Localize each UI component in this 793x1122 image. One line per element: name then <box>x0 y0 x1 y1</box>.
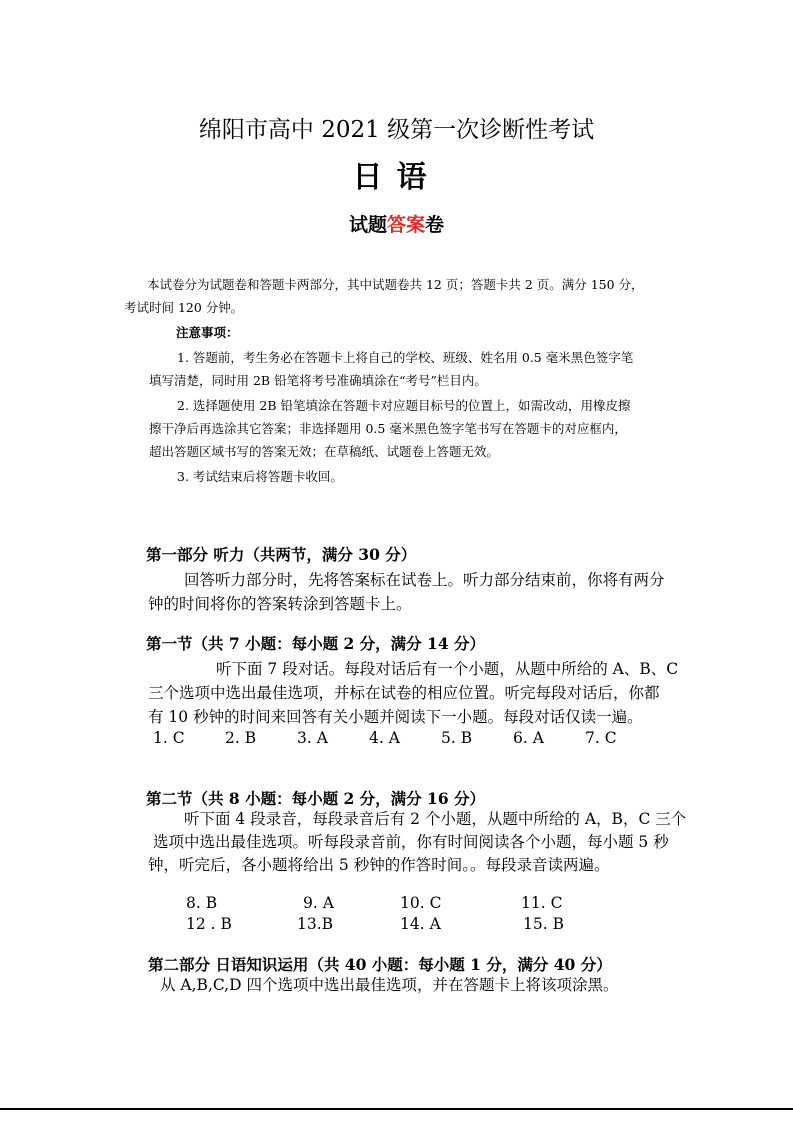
section2-desc-line-2: 选项中选出最佳选项。听每段录音前，你有时间阅读各个小题，每小题 5 秒 <box>153 833 669 851</box>
answer-item: 3. A <box>297 729 328 747</box>
answer-item: 6. A <box>513 729 544 747</box>
answer-item: 5. B <box>441 729 473 747</box>
notice-item-2-line-2: 擦干净后再选涂其它答案；非选择题用 0.5 毫米黑色签字笔书写在答题卡的对应框内， <box>149 421 627 436</box>
answer-item: 10. C <box>400 894 442 912</box>
answer-item: 4. A <box>369 729 400 747</box>
section1-desc-line-3: 有 10 秒钟的时间来回答有关小题并阅读下一小题。每段对话仅读一遍。 <box>148 708 643 726</box>
part1-desc-line-1: 回答听力部分时，先将答案标在试卷上。听力部分结束前，你将有两分 <box>184 571 665 589</box>
section2-answers-row-2 <box>186 913 573 936</box>
answer-item: 8. B <box>186 894 218 912</box>
section1-desc-line-2: 三个选项中选出最佳选项，并标在试卷的相应位置。听完每段对话后，你都 <box>148 684 660 702</box>
notice-item-2-line-1: 2. 选择题使用 2B 铅笔填涂在答题卡对应题目标号的位置上，如需改动，用橡皮擦 <box>177 398 631 413</box>
subtitle-accent: 答案 <box>386 214 425 236</box>
answer-item: 9. A <box>303 894 334 912</box>
section1-answers <box>153 727 635 750</box>
part2-heading: 第二部分 日语知识运用（共 40 小题：每小题 1 分，满分 40 分） <box>148 955 612 974</box>
part1-desc-line-2: 钟的时间将你的答案转涂到答题卡上。 <box>148 595 412 613</box>
answer-item: 13.B <box>297 915 334 933</box>
section2-desc-line-3: 钟，听完后，各小题将给出 5 秒钟的作答时间。。每段录音读两遍。 <box>148 856 610 874</box>
notice-item-1-line-1: 1. 答题前，考生务必在答题卡上将自己的学校、班级、姓名用 0.5 毫米黑色签字笔 <box>177 350 634 365</box>
part1-heading: 第一部分 听力（共两节，满分 30 分） <box>146 545 417 564</box>
answer-item: 2. B <box>225 729 257 747</box>
answer-item: 15. B <box>523 915 564 933</box>
answer-item: 1. C <box>153 729 185 747</box>
intro-line-2: 考试时间 120 分钟。 <box>124 300 244 315</box>
section2-answers-row-1 <box>186 892 581 915</box>
notice-item-1-line-2: 填写清楚，同时用 2B 铅笔将考号准确填涂在“考号”栏目内。 <box>149 373 487 388</box>
answer-paper-subtitle <box>0 210 793 237</box>
part2-desc: 从 A,B,C,D 四个选项中选出最佳选项，并在答题卡上将该项涂黑。 <box>160 976 619 994</box>
section2-heading: 第二节（共 8 小题：每小题 2 分，满分 16 分） <box>146 789 486 808</box>
subject-title: 日语 <box>352 160 441 195</box>
section1-heading: 第一节（共 7 小题：每小题 2 分，满分 14 分） <box>146 634 486 653</box>
answer-item: 7. C <box>585 729 617 747</box>
answer-item: 12 . B <box>186 915 232 933</box>
subtitle-suffix: 卷 <box>425 214 445 236</box>
notice-title: 注意事项： <box>176 325 239 340</box>
notice-item-3: 3. 考试结束后将答题卡收回。 <box>177 469 343 484</box>
section2-desc-line-1: 听下面 4 段录音，每段录音后有 2 个小题，从题中所给的 A，B，C 三个 <box>184 810 687 828</box>
exam-title: 绵阳市高中 2021 级第一次诊断性考试 <box>198 117 595 143</box>
subtitle-prefix: 试题 <box>348 214 387 236</box>
answer-item: 11. C <box>521 894 563 912</box>
intro-line-1: 本试卷分为试题卷和答题卡两部分，其中试题卷共 12 页；答题卡共 2 页。满分 150 分， <box>147 277 644 292</box>
notice-item-2-line-3: 超出答题区域书写的答案无效；在草稿纸、试题卷上答题无效。 <box>149 444 500 459</box>
page-bottom-divider <box>0 1108 793 1110</box>
section1-desc-line-1: 听下面 7 段对话。每段对话后有一个小题，从题中所给的 A、B、C <box>216 660 679 678</box>
answer-item: 14. A <box>400 915 441 933</box>
